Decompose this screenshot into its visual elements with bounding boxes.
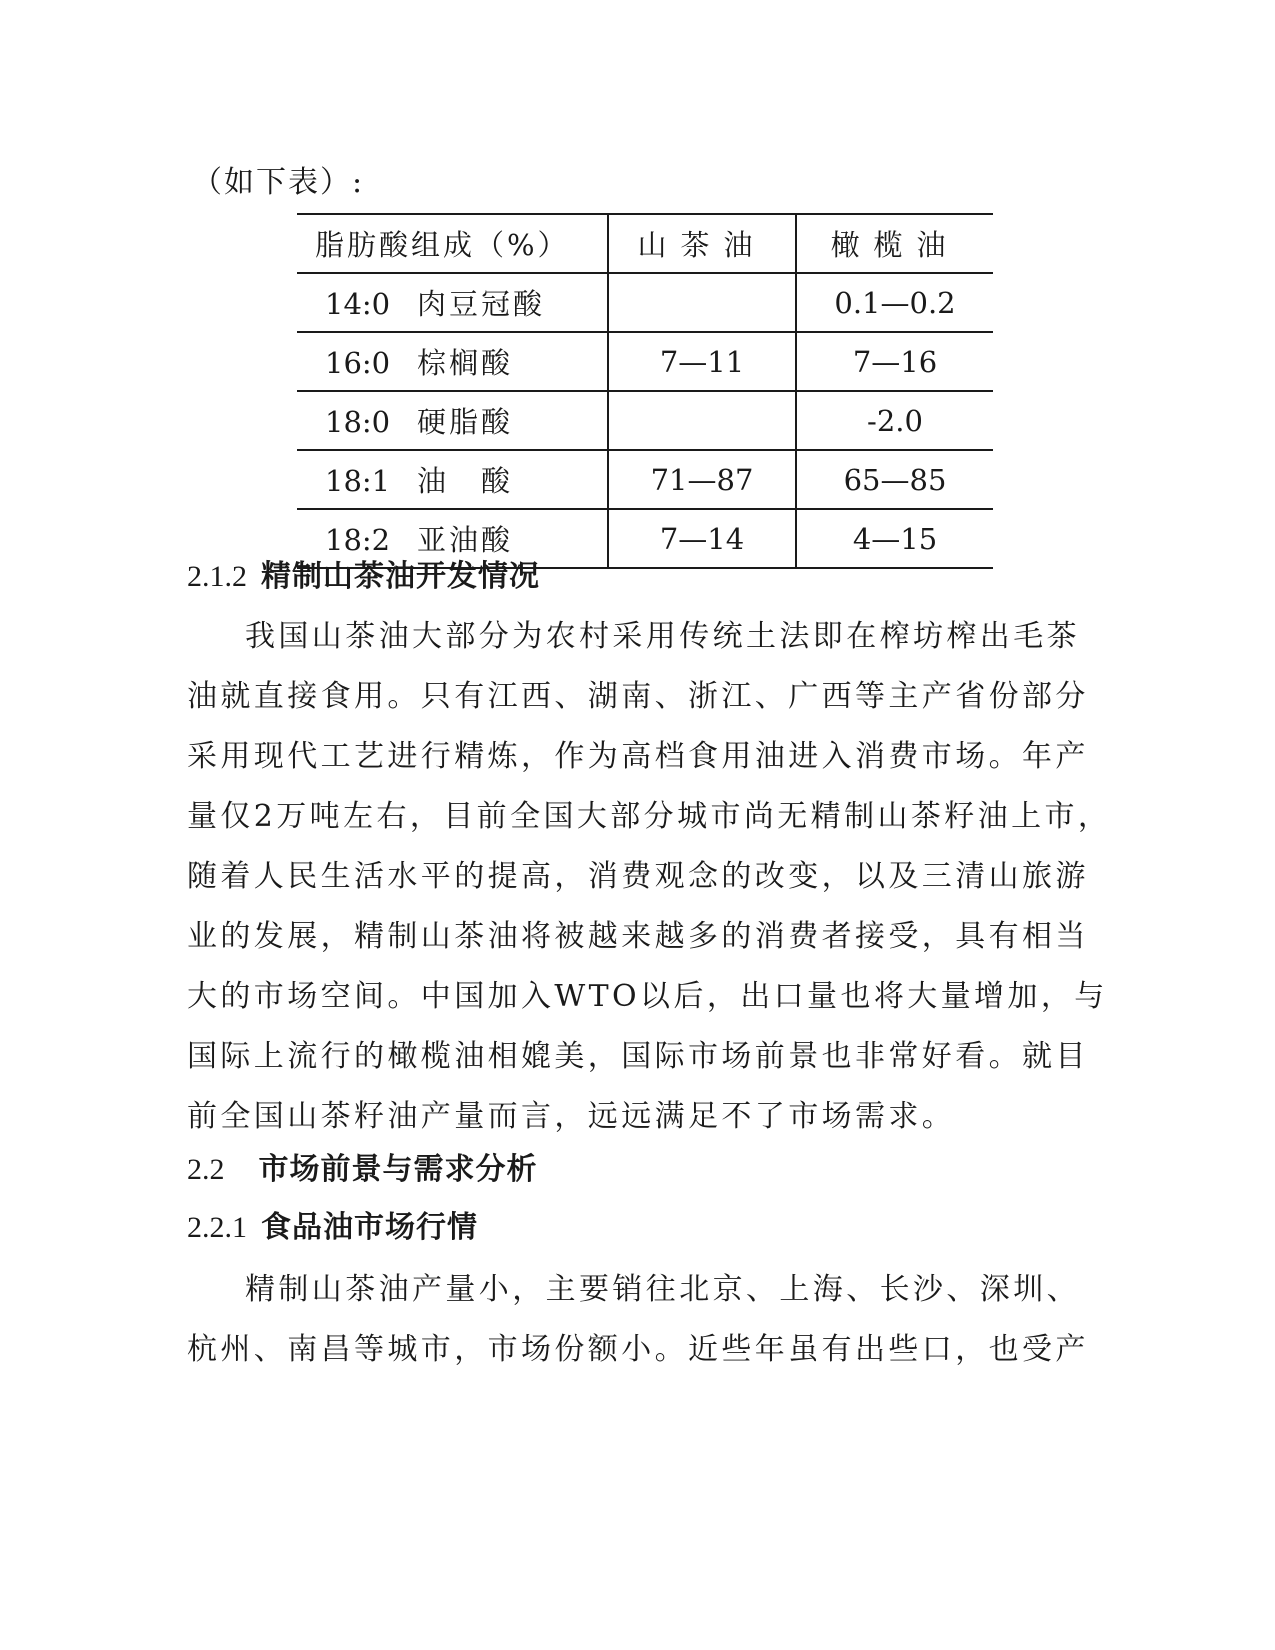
- section-title: 精制山茶油开发情况: [261, 559, 540, 594]
- table-row: [297, 391, 993, 450]
- acid-name: 亚油酸: [417, 523, 514, 557]
- paragraph-line: 采用现代工艺进行精炼，作为高档食用油进入消费市场。年产: [187, 739, 1089, 774]
- fatty-acid-table: [297, 213, 993, 569]
- paragraph-line: 杭州、南昌等城市，市场份额小。近些年虽有出些口，也受产: [187, 1332, 1089, 1367]
- section-heading-2-1-2: [187, 557, 540, 597]
- acid-name: 硬脂酸: [417, 405, 514, 439]
- section-number: 2.1.2: [187, 560, 247, 593]
- header-olive-oil: 橄榄油: [796, 214, 993, 273]
- camellia-value: 7—11: [608, 332, 796, 391]
- table-row: [297, 273, 993, 332]
- row-label: [297, 332, 608, 391]
- acid-name: 棕榈酸: [417, 346, 514, 380]
- paragraph-line: 前全国山茶籽油产量而言，远远满足不了市场需求。: [187, 1099, 956, 1134]
- row-label: [297, 450, 608, 509]
- acid-code: 18:2: [325, 523, 391, 557]
- table-row: [297, 450, 993, 509]
- paragraph-line: 业的发展，精制山茶油将被越来越多的消费者接受，具有相当: [187, 919, 1089, 954]
- section-number: 2.2: [187, 1153, 225, 1186]
- header-composition: 脂肪酸组成（%）: [297, 214, 608, 273]
- olive-value: 4—15: [796, 509, 993, 568]
- camellia-value: 71—87: [608, 450, 796, 509]
- section-title: 食品油市场行情: [261, 1210, 478, 1245]
- section-heading-2-2: [187, 1150, 538, 1190]
- paragraph-line: 随着人民生活水平的提高，消费观念的改变，以及三清山旅游: [187, 859, 1089, 894]
- table-intro-text: （如下表）:: [192, 165, 365, 200]
- acid-code: 16:0: [325, 346, 391, 380]
- olive-value: 0.1—0.2: [796, 273, 993, 332]
- table-header-row: [297, 214, 993, 273]
- section-heading-2-2-1: [187, 1208, 478, 1248]
- paragraph-line: 大的市场空间。中国加入WTO以后，出口量也将大量增加，与: [187, 979, 1108, 1014]
- row-label: [297, 273, 608, 332]
- camellia-value: [608, 391, 796, 450]
- camellia-value: [608, 273, 796, 332]
- table-row: [297, 332, 993, 391]
- paragraph-line: 精制山茶油产量小，主要销往北京、上海、长沙、深圳、: [245, 1272, 1080, 1307]
- row-label: [297, 391, 608, 450]
- paragraph-line: 油就直接食用。只有江西、湖南、浙江、广西等主产省份部分: [187, 679, 1089, 714]
- section-number: 2.2.1: [187, 1211, 247, 1244]
- camellia-value: 7—14: [608, 509, 796, 568]
- olive-value: 65—85: [796, 450, 993, 509]
- header-camellia-oil: 山茶油: [608, 214, 796, 273]
- paragraph-line: 国际上流行的橄榄油相媲美，国际市场前景也非常好看。就目: [187, 1039, 1089, 1074]
- olive-value: 7—16: [796, 332, 993, 391]
- paragraph-line: 我国山茶油大部分为农村采用传统土法即在榨坊榨出毛茶: [245, 619, 1080, 654]
- acid-code: 14:0: [325, 287, 391, 321]
- paragraph-line: 量仅2万吨左右，目前全国大部分城市尚无精制山茶籽油上市，: [187, 799, 1112, 834]
- section-title: 市场前景与需求分析: [258, 1152, 538, 1187]
- acid-name: 油 酸: [417, 464, 514, 498]
- acid-code: 18:0: [325, 405, 391, 439]
- acid-name: 肉豆冠酸: [417, 287, 546, 321]
- paragraph-market: [187, 1260, 1087, 1380]
- olive-value: -2.0: [796, 391, 993, 450]
- paragraph-development: [187, 607, 1112, 1147]
- acid-code: 18:1: [325, 464, 391, 498]
